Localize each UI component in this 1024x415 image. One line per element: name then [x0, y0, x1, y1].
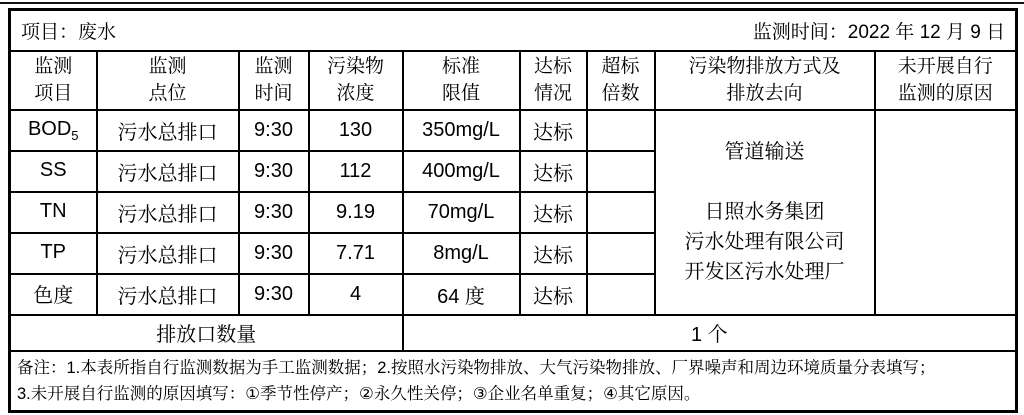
cell-time: 9:30 [239, 151, 309, 192]
page-top-edge-line [0, 2, 1024, 4]
monitor-time-label: 监测时间：2022 年 12 月 9 日 [752, 21, 1006, 43]
cell-no-monitoring-reason [875, 110, 1017, 315]
cell-exceed-multiple [587, 274, 655, 315]
cell-exceed-multiple [587, 110, 655, 151]
cell-status: 达标 [520, 192, 587, 233]
cell-param: 色度 [10, 274, 97, 315]
cell-concentration: 7.71 [309, 233, 403, 274]
header-discharge-method: 污染物排放方式及 排放去向 [655, 51, 875, 110]
header-monitor-item: 监测 项目 [10, 51, 97, 110]
cell-exceed-multiple [587, 151, 655, 192]
cell-exceed-multiple [587, 192, 655, 233]
remarks-line-2: 3.未开展自行监测的原因填写：①季节性停产；②永久性关停；③企业名单重复；④其它原因。 [17, 384, 701, 403]
cell-time: 9:30 [239, 192, 309, 233]
header-exceed-multiple: 超标 倍数 [587, 51, 655, 110]
cell-status: 达标 [520, 233, 587, 274]
cell-status: 达标 [520, 151, 587, 192]
cell-param: SS [10, 151, 97, 192]
cell-point: 污水总排口 [97, 233, 239, 274]
cell-point: 污水总排口 [97, 274, 239, 315]
cell-time: 9:30 [239, 233, 309, 274]
cell-limit: 8mg/L [403, 233, 520, 274]
cell-limit: 350mg/L [403, 110, 520, 151]
cell-limit: 400mg/L [403, 151, 520, 192]
cell-time: 9:30 [239, 110, 309, 151]
header-monitor-point: 监测 点位 [97, 51, 239, 110]
cell-time: 9:30 [239, 274, 309, 315]
wastewater-monitoring-table [8, 8, 1018, 413]
header-pollutant-concentration: 污染物 浓度 [309, 51, 403, 110]
cell-limit: 64 度 [403, 274, 520, 315]
title-row [10, 10, 1017, 51]
cell-status: 达标 [520, 274, 587, 315]
param-subscript: 5 [71, 127, 79, 143]
remarks-row [10, 351, 1017, 412]
cell-discharge-method: 管道输送 日照水务集团 污水处理有限公司 开发区污水处理厂 [655, 110, 875, 315]
cell-status: 达标 [520, 110, 587, 151]
cell-concentration: 4 [309, 274, 403, 315]
remarks-line-1: 备注：1.本表所指自行监测数据为手工监测数据；2.按照水污染物排放、大气污染物排放、厂界噪声和周边环境质量分表填写； [17, 358, 936, 377]
title-cell [10, 10, 1017, 51]
cell-concentration: 112 [309, 151, 403, 192]
cell-exceed-multiple [587, 233, 655, 274]
header-no-monitoring-reason: 未开展自行 监测的原因 [875, 51, 1017, 110]
header-standard-limit: 标准 限值 [403, 51, 520, 110]
cell-concentration: 130 [309, 110, 403, 151]
cell-param: TP [10, 233, 97, 274]
cell-point: 污水总排口 [97, 110, 239, 151]
cell-param: TN [10, 192, 97, 233]
outlet-count-value: 1 个 [403, 315, 1017, 351]
header-compliance-status: 达标 情况 [520, 51, 587, 110]
cell-limit: 70mg/L [403, 192, 520, 233]
outlet-count-label: 排放口数量 [10, 315, 403, 351]
cell-point: 污水总排口 [97, 151, 239, 192]
cell-point: 污水总排口 [97, 192, 239, 233]
cell-param: $BOD_5$ [10, 110, 97, 151]
remarks-cell [10, 351, 1017, 412]
header-monitor-time: 监测 时间 [239, 51, 309, 110]
project-label: 项目：废水 [21, 21, 117, 43]
cell-concentration: 9.19 [309, 192, 403, 233]
outlet-count-row [10, 315, 1017, 351]
column-header-row [10, 51, 1017, 110]
table-row-bod5 [10, 110, 1017, 151]
